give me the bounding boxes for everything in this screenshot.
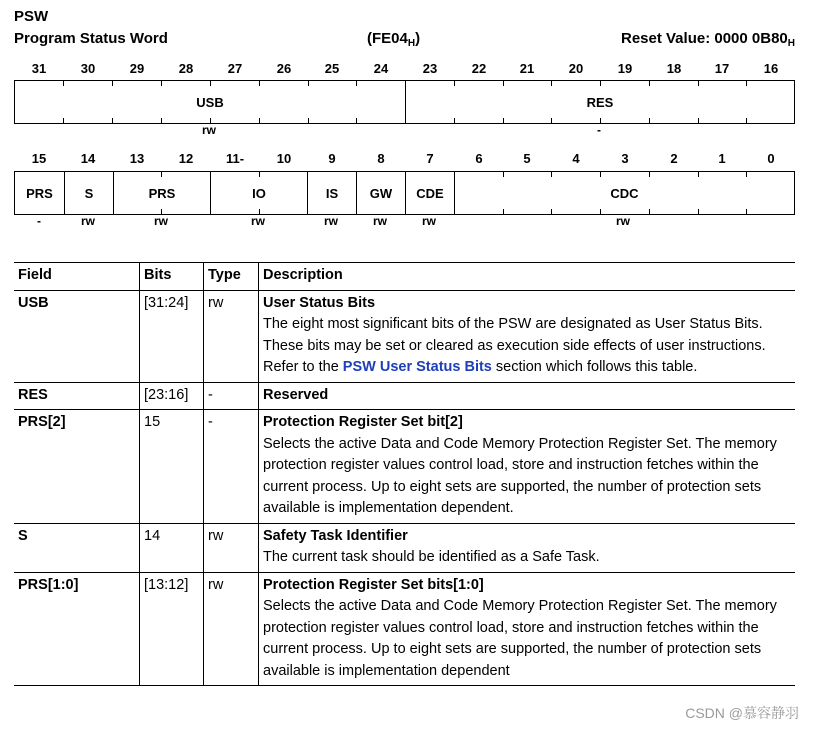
header-bits: Bits [140,263,204,291]
bit-tick [698,118,699,123]
bit-tick [308,81,309,86]
bit-number: 26 [276,61,292,76]
description-text: The current task should be identified as a Safe Task. [263,549,600,565]
row-description [259,523,796,572]
row-field: PRS[2] [14,410,140,524]
header-field: Field [14,263,140,291]
bit-tick [161,172,162,177]
field-table [14,262,795,686]
reset-text: Reset Value: 0000 0B80 [620,30,788,47]
row-bits: 15 [140,410,204,524]
bit-number: 14 [80,151,96,166]
bit-tick [259,81,260,86]
row-description [259,290,796,382]
bit-tick [112,118,113,123]
register-short-name: PSW [14,8,49,25]
bit-number: 15 [31,151,47,166]
bit-tick [63,118,64,123]
row-type: rw [204,290,259,382]
bit-number: 12 [178,151,194,166]
bit-tick [746,209,747,214]
bit-tick [551,118,552,123]
bit-number: 1 [718,151,726,166]
row-bits: [23:16] [140,382,204,410]
bit-tick [259,172,260,177]
description-title: Safety Task Identifier [263,527,408,544]
description-text: The eight most significant bits of the PSW are designated as User Status Bits. These bits may be set or cleared as execution side effects of user instructions. Refer to the [263,316,766,375]
bit-tick [551,209,552,214]
access-prs2: - [37,214,41,228]
bit-tick [161,118,162,123]
address-text: (FE04 [367,30,408,47]
field-io [210,172,307,214]
bit-tick [112,81,113,86]
bit-number: 2 [670,151,678,166]
bit-tick [454,81,455,86]
field-res [405,81,794,123]
bit-number: 6 [475,151,483,166]
row-description [259,410,796,524]
row-type: rw [204,523,259,572]
bit-tick [600,172,601,177]
row-description [259,382,796,410]
bit-tick [308,118,309,123]
address-close: ) [415,30,421,47]
row-bits: [31:24] [140,290,204,382]
bit-tick [551,172,552,177]
bit-number: 4 [572,151,580,166]
access-is: rw [323,214,338,228]
bit-tick [649,118,650,123]
table-row [14,523,795,572]
bit-tick [503,118,504,123]
watermark: CSDN @慕容静羽 [685,705,799,721]
access-res: - [597,123,601,137]
bit-number: 18 [666,61,682,76]
row-type: - [204,410,259,524]
bit-tick [746,172,747,177]
bit-tick [698,81,699,86]
field-label: S [84,185,94,201]
field-s [64,172,113,214]
upper-register-box [14,80,795,124]
table-row [14,410,795,524]
field-label: GW [369,185,393,201]
field-label: PRS [148,185,176,201]
bit-number: 28 [178,61,194,76]
address-suffix: H [407,38,416,49]
bit-tick [503,209,504,214]
row-field: S [14,523,140,572]
field-prs2 [15,172,64,214]
field-is [307,172,356,214]
table-row [14,382,795,410]
row-bits: 14 [140,523,204,572]
bit-tick [698,172,699,177]
bit-number: 0 [767,151,775,166]
bit-tick [161,81,162,86]
bit-number: 25 [324,61,340,76]
row-field: PRS[1:0] [14,572,140,686]
bit-number: 31 [31,61,47,76]
description-title: Reserved [263,386,329,403]
row-description [259,572,796,686]
bit-tick [63,81,64,86]
bit-number: 19 [617,61,633,76]
access-cde: rw [421,214,436,228]
header-type: Type [204,263,259,291]
access-s: rw [80,214,95,228]
bit-tick [356,81,357,86]
table-header-row [14,263,795,291]
bit-tick [356,118,357,123]
bit-number: 17 [714,61,730,76]
field-label: IO [252,185,266,201]
bit-tick [503,172,504,177]
bit-tick [600,209,601,214]
bit-number: 7 [426,151,434,166]
bit-tick [259,118,260,123]
bit-tick [649,172,650,177]
bit-number: 3 [621,151,629,166]
description-text-after: section which follows this table. [491,359,698,375]
description-text: Selects the active Data and Code Memory Protection Register Set. The memory protection register values control load, store and instruction fetches within the current process. Up to eight sets are supported, the number of protection sets available is implementation dependent [263,598,777,679]
reset-suffix: H [787,38,795,49]
field-label: USB [196,94,224,110]
bit-tick [698,209,699,214]
bit-number: 21 [519,61,535,76]
register-address [367,30,420,47]
field-prs10 [113,172,210,214]
row-field: USB [14,290,140,382]
bit-number: 22 [471,61,487,76]
access-cdc: rw [615,214,630,228]
field-usb [15,81,405,123]
description-title: Protection Register Set bits[1:0] [263,576,484,593]
lower-register-box [14,171,795,215]
field-label: RES [586,94,614,110]
bit-tick [210,81,211,86]
field-cdc [454,172,794,214]
field-label: IS [325,185,339,201]
register-long-name: Program Status Word [14,30,168,47]
bit-number: 16 [763,61,779,76]
bit-number: 30 [80,61,96,76]
bit-tick [551,81,552,86]
bit-tick [649,81,650,86]
row-type: rw [204,572,259,686]
field-gw [356,172,405,214]
header-description: Description [259,263,796,291]
bit-number: 11- [225,151,245,166]
bit-number: 13 [129,151,145,166]
row-type: - [204,382,259,410]
bit-number: 10 [276,151,292,166]
bit-number: 29 [129,61,145,76]
field-label: CDC [610,185,639,201]
description-text: Selects the active Data and Code Memory Protection Register Set. The memory protection register values control load, store and instruction fetches within the current process. Up to eight sets are supported, the number of protection sets available is implementation dependent. [263,435,777,516]
reset-value [621,30,795,47]
bit-number: 20 [568,61,584,76]
bit-tick [649,209,650,214]
row-field: RES [14,382,140,410]
table-row [14,572,795,686]
access-io: rw [250,214,265,228]
field-label: PRS [26,185,53,201]
bit-number: 9 [328,151,336,166]
description-title: Protection Register Set bit[2] [263,414,463,430]
bit-tick [746,81,747,86]
bit-number: 23 [422,61,438,76]
bit-number: 27 [227,61,243,76]
bit-tick [746,118,747,123]
row-bits: [13:12] [140,572,204,686]
field-cde [405,172,454,214]
table-row [14,290,795,382]
access-prs10: rw [153,214,168,228]
bit-tick [454,118,455,123]
bit-tick [503,81,504,86]
psw-user-status-bits-link[interactable]: PSW User Status Bits [342,359,492,375]
access-gw: rw [372,214,387,228]
bit-number: 8 [377,151,385,166]
field-label: CDE [416,185,444,201]
bit-tick [600,81,601,86]
bit-number: 5 [523,151,531,166]
access-usb: rw [201,123,216,137]
description-title: User Status Bits [263,294,376,311]
bit-number: 24 [373,61,389,76]
